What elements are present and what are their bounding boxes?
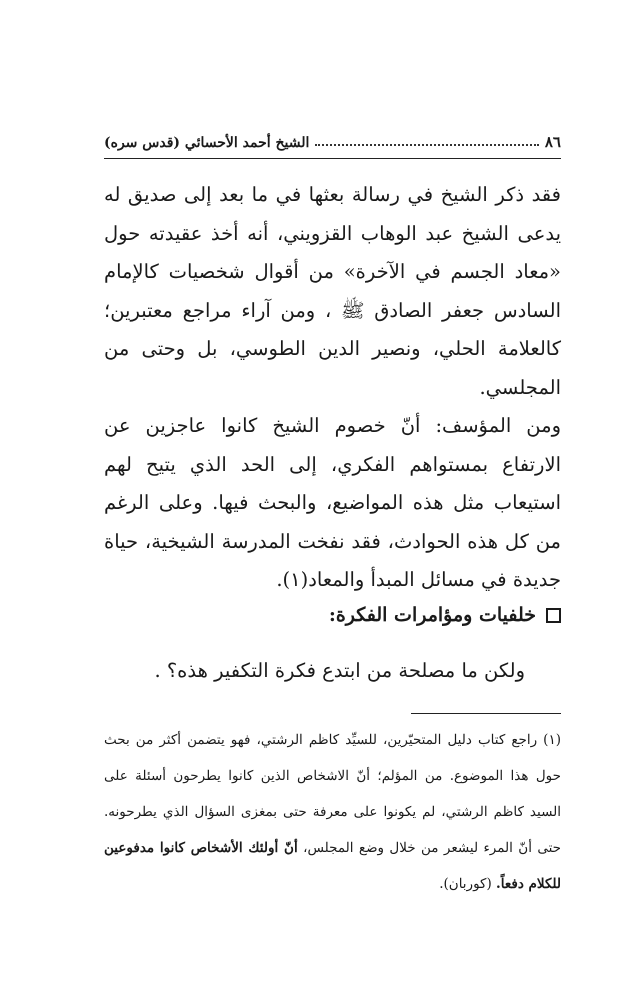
- square-bullet-icon: [546, 608, 561, 623]
- section-first-line: ولكن ما مصلحة من ابتدع فكرة التكفير هذه؟ .: [154, 659, 525, 682]
- header-leader-dots: [315, 144, 538, 146]
- header-rule: [104, 158, 561, 159]
- section-heading-text: خلفيات ومؤامرات الفكرة:: [328, 604, 536, 626]
- footnote-text: (١) راجع كتاب دليل المتحيّرين، للسيِّد كاظم الرشتي، فهو يتضمن أكثر من بحث حول هذا الموضوع. من المؤلم؛ أنّ الاشخاص الذين كانوا يطرحون أسئلة على السيد كاظم الرشتي، لم يكونوا على معرفة حتى بمغزى السؤال الذي يطرحونه. حتى أنّ المرء ليشعر من خلال وضع المجلس،: [104, 732, 561, 856]
- footnote-bold-text: أنّ أولئك الأشخاص كانوا مدفوعين للكلام دفعاً.: [104, 840, 561, 892]
- footnote: [104, 722, 561, 902]
- main-text: [104, 176, 561, 600]
- footnote-source: (كوربان).: [439, 876, 492, 892]
- running-header: [104, 125, 561, 151]
- footnote-1: [104, 722, 561, 902]
- paragraph-1: فقد ذكر الشيخ في رسالة بعثها في ما بعد إلى صديق له يدعى الشيخ عبد الوهاب القزويني، أنه أخذ عقيدته حول «معاد الجسم في الآخرة» من أقوال شخصيات كالإمام السادس جعفر الصادق ﷺ ، ومن آراء مراجع معتبرين؛ كالعلامة الحلي، ونصير الدين الطوسي، بل وحتى من المجلسي.: [104, 183, 561, 399]
- section-heading: [104, 604, 561, 626]
- paragraph-2: ومن المؤسف: أنّ خصوم الشيخ كانوا عاجزين عن الارتفاع بمستواهم الفكري، إلى الحد الذي يتيح لهم استيعاب مثل هذه المواضيع، والبحث فيها. وعلى الرغم من كل هذه الحوادث، فقد نفخت المدرسة الشيخية، حياة جديدة في مسائل المبدأ والمعاد(١).: [104, 414, 561, 591]
- page-number: ٨٦: [544, 133, 561, 151]
- running-title: الشيخ أحمد الأحسائي (قدس سره): [104, 135, 310, 151]
- footnote-separator: [411, 713, 561, 714]
